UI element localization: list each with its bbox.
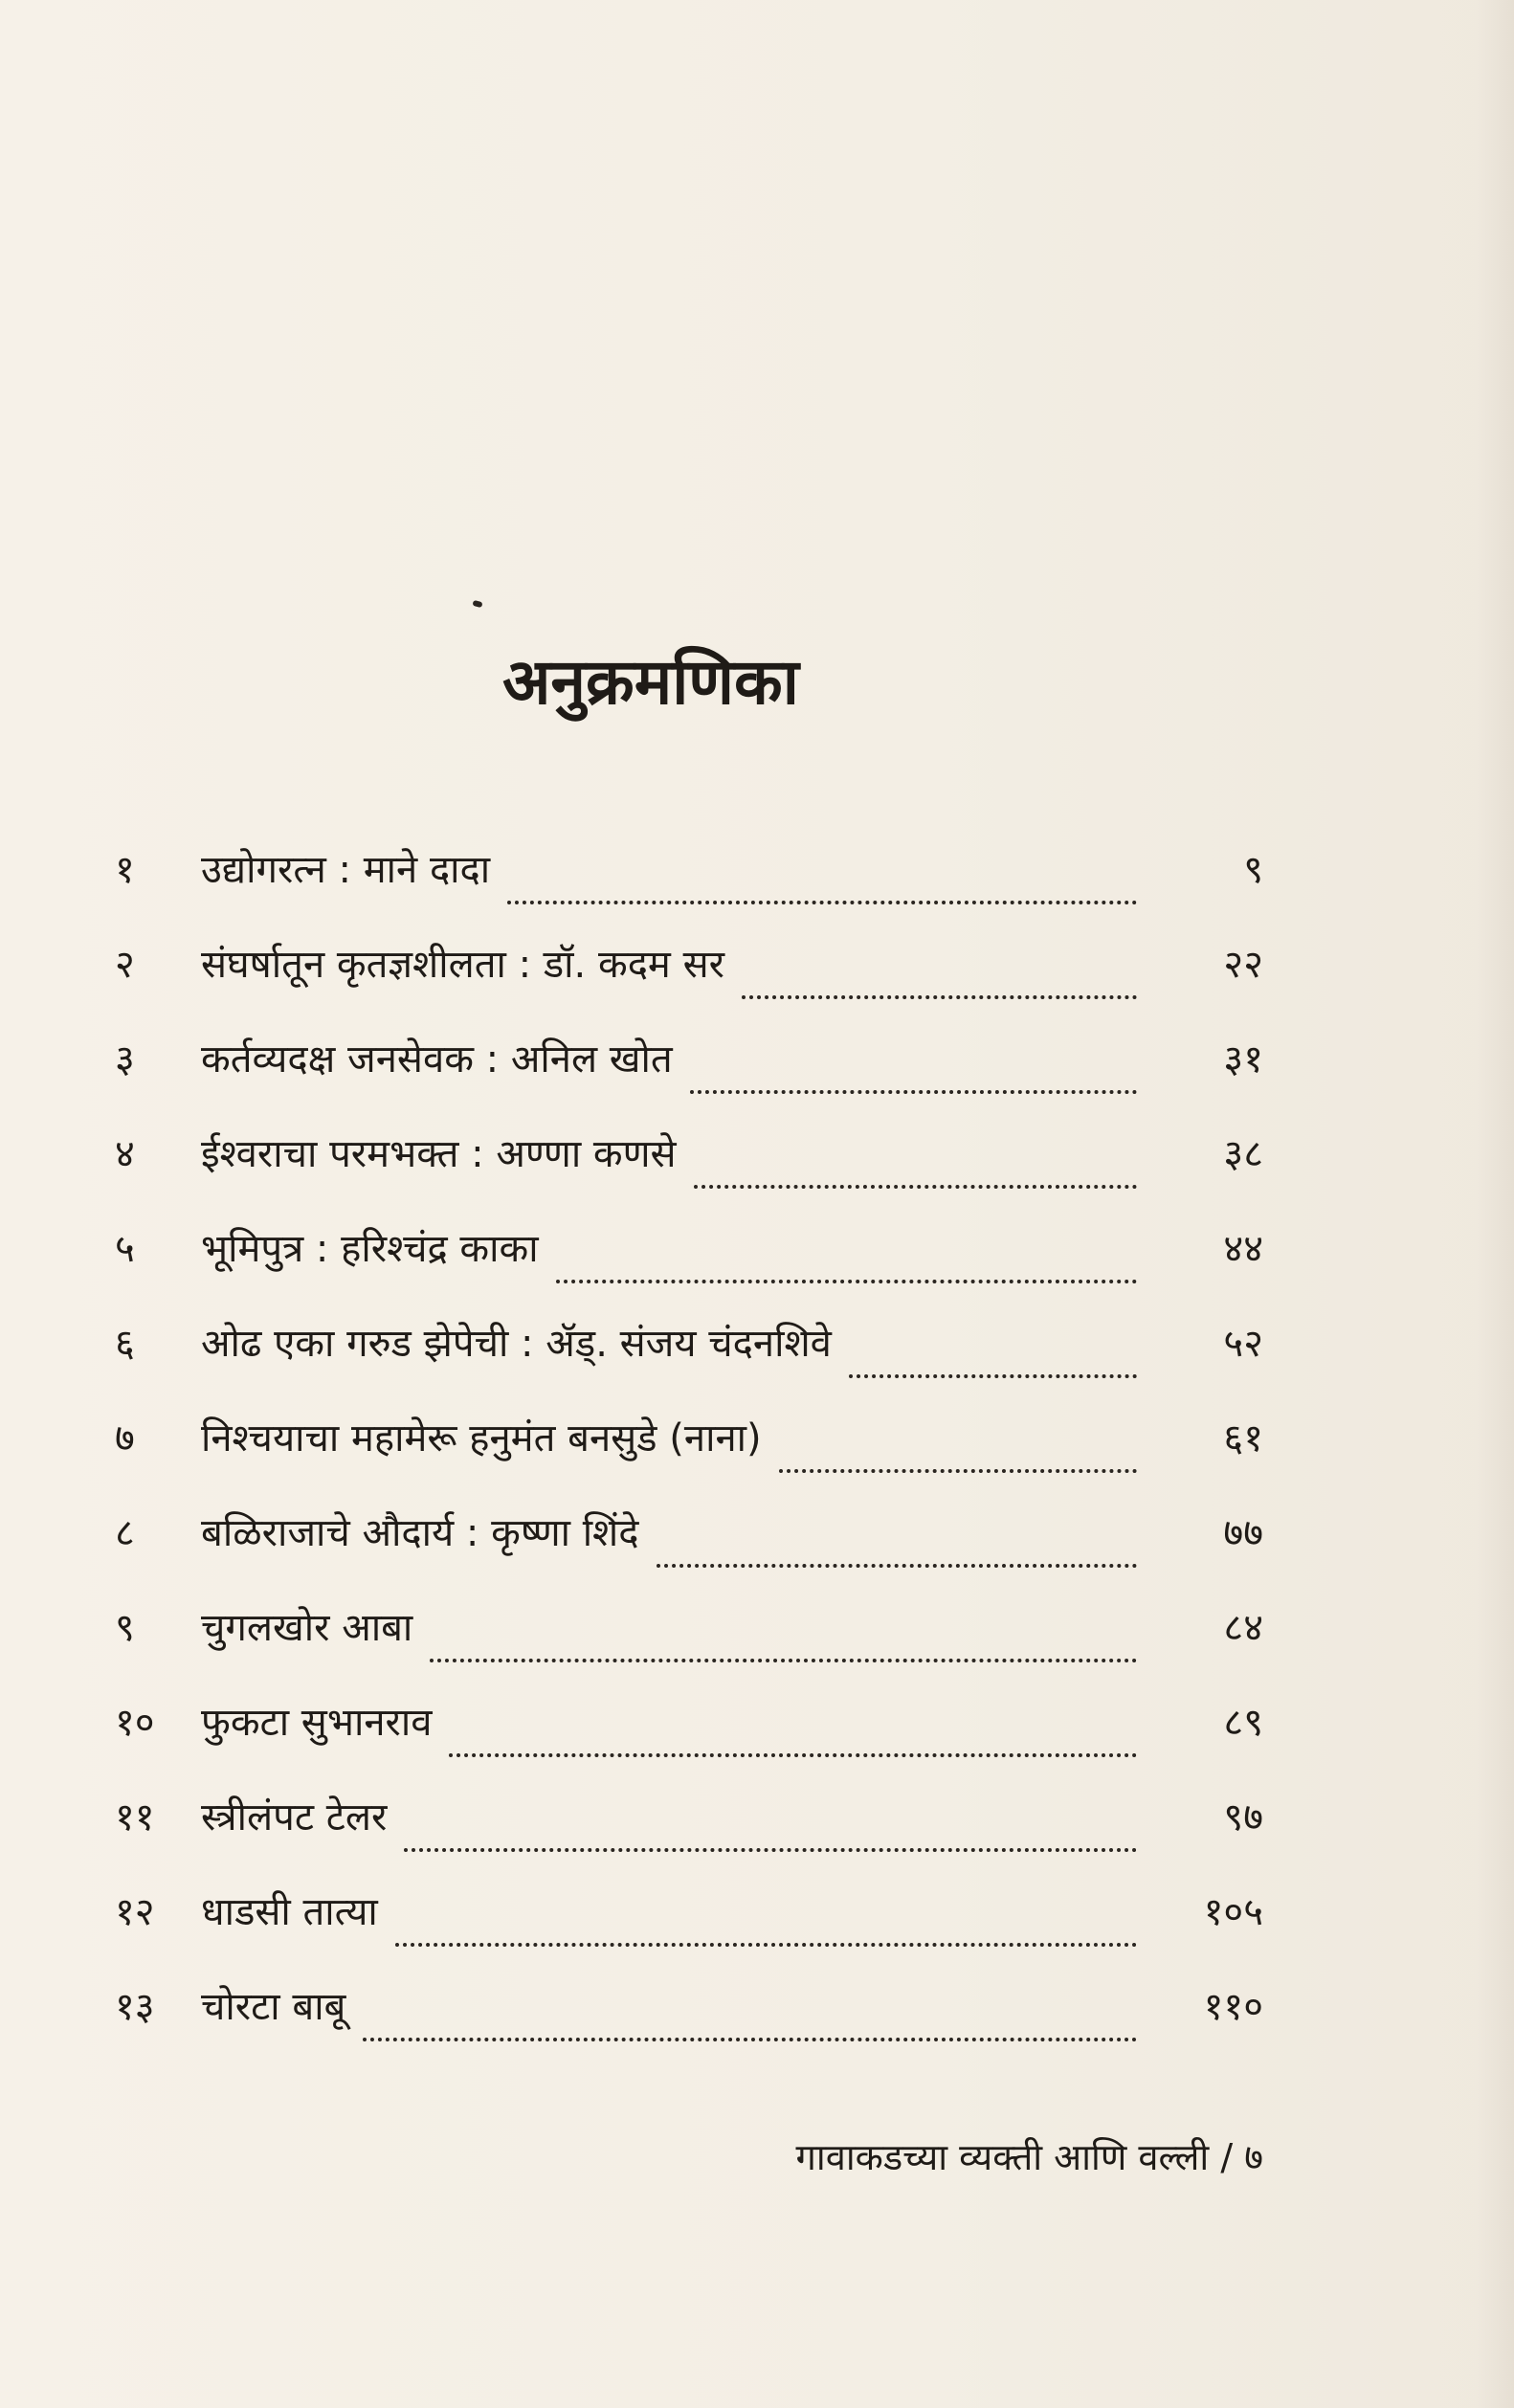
toc-entry (115, 1581, 1263, 1676)
toc-leader-dots (363, 2038, 1137, 2041)
toc-entry-page: ९७ (1223, 1795, 1263, 1839)
toc-entry (115, 1676, 1263, 1771)
toc-entry-page: ११० (1203, 1985, 1263, 2029)
toc-entry-number: ४ (115, 1132, 135, 1176)
table-of-contents (115, 823, 1263, 2055)
toc-entry-title: भूमिपुत्र : हरिश्चंद्र काका (201, 1227, 539, 1271)
toc-entry-number: १० (115, 1701, 155, 1745)
ink-mark (472, 600, 482, 608)
toc-entry-page: ७७ (1223, 1511, 1263, 1555)
toc-entry-page: ८९ (1223, 1701, 1263, 1745)
toc-entry-title: चोरटा बाबू (201, 1985, 346, 2029)
toc-entry-title: कर्तव्यदक्ष जनसेवक : अनिल खोत (201, 1037, 673, 1081)
toc-entry-number: ७ (115, 1416, 135, 1460)
toc-entry-page: ६१ (1223, 1416, 1263, 1460)
toc-entry-number: १३ (115, 1985, 155, 2029)
toc-entry (115, 1107, 1263, 1202)
toc-entry (115, 1013, 1263, 1107)
toc-leader-dots (507, 901, 1137, 904)
toc-entry-number: १ (115, 848, 135, 892)
toc-entry (115, 918, 1263, 1013)
toc-entry-title: स्त्रीलंपट टेलर (201, 1795, 388, 1839)
toc-entry-page: ९ (1243, 848, 1263, 892)
toc-entry-number: ५ (115, 1227, 135, 1271)
toc-entry-page: २२ (1223, 943, 1263, 987)
toc-entry-title: निश्चयाचा महामेरू हनुमंत बनसुडे (नाना) (201, 1416, 762, 1460)
toc-entry-title: धाडसी तात्या (201, 1890, 378, 1934)
toc-entry-title: बळिराजाचे औदार्य : कृष्णा शिंदे (201, 1511, 639, 1555)
toc-entry (115, 1297, 1263, 1392)
toc-leader-dots (694, 1185, 1137, 1189)
toc-entry-title: फुकटा सुभानराव (201, 1701, 433, 1745)
toc-entry-number: ११ (115, 1795, 155, 1839)
toc-entry-page: ८४ (1223, 1606, 1263, 1650)
toc-leader-dots (690, 1090, 1137, 1094)
toc-entry-page: ५२ (1223, 1322, 1263, 1366)
toc-entry (115, 1865, 1263, 1960)
toc-entry (115, 1960, 1263, 2055)
toc-entry (115, 1392, 1263, 1486)
toc-entry (115, 1771, 1263, 1865)
toc-entry-title: उद्योगरत्न : माने दादा (201, 848, 491, 892)
toc-leader-dots (742, 995, 1137, 999)
toc-entry (115, 823, 1263, 918)
toc-entry-number: २ (115, 943, 135, 987)
toc-entry-number: ६ (115, 1322, 135, 1366)
toc-entry-page: १०५ (1203, 1890, 1263, 1934)
toc-entry-page: ३१ (1223, 1037, 1263, 1081)
toc-leader-dots (449, 1753, 1137, 1757)
toc-entry-title: चुगलखोर आबा (201, 1606, 413, 1650)
toc-entry-number: ९ (115, 1606, 135, 1650)
toc-leader-dots (657, 1564, 1138, 1568)
toc-entry (115, 1202, 1263, 1297)
toc-leader-dots (395, 1943, 1137, 1947)
toc-leader-dots (556, 1280, 1137, 1283)
toc-entry-number: ८ (115, 1511, 135, 1555)
toc-leader-dots (849, 1374, 1137, 1378)
toc-entry-page: ३८ (1223, 1132, 1263, 1176)
toc-entry-number: १२ (115, 1890, 155, 1934)
toc-entry-title: ईश्वराचा परमभक्त : अण्णा कणसे (201, 1132, 677, 1176)
toc-leader-dots (779, 1469, 1137, 1473)
page-title: अनुक्रमणिका (502, 645, 799, 719)
toc-entry-title: संघर्षातून कृतज्ञशीलता : डॉ. कदम सर (201, 943, 724, 987)
toc-entry (115, 1486, 1263, 1581)
toc-entry-page: ४४ (1223, 1227, 1263, 1271)
running-footer: गावाकडच्या व्यक्ती आणि वल्ली / ७ (795, 2136, 1263, 2178)
page-edge-shadow (1476, 0, 1514, 2408)
toc-leader-dots (430, 1659, 1137, 1662)
toc-entry-number: ३ (115, 1037, 135, 1081)
toc-leader-dots (404, 1848, 1137, 1852)
toc-entry-title: ओढ एका गरुड झेपेची : ॲड्. संजय चंदनशिवे (201, 1322, 832, 1366)
